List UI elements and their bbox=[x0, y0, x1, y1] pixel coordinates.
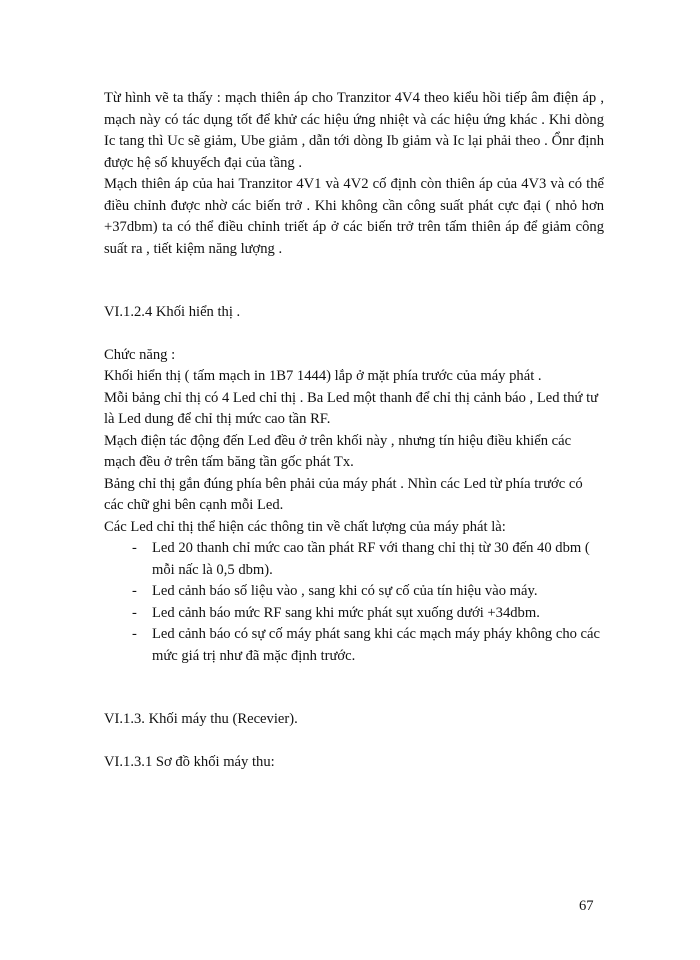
page-body bbox=[104, 88, 604, 773]
spacer bbox=[104, 324, 604, 345]
paragraph-bias-4v1-4v2: Mạch thiên áp của hai Tranzitor 4V1 và 4V2 cố định còn thiên áp của 4V3 và có thể điều chỉnh được nhờ các biến trở . Khi không cần công suất phát cực đại ( nhỏ hơn +37dbm) ta có thể điều chỉnh triết áp ở các biến trở trên tấm thiên áp để giảm công suất ra , tiết kiệm năng lượng . bbox=[104, 176, 604, 257]
function-line: Mỗi bảng chỉ thị có 4 Led chỉ thị . Ba Led một thanh để chỉ thị cảnh báo , Led thứ tư là Led dung để chỉ thị mức cao tần RF. bbox=[104, 389, 599, 427]
spacer bbox=[104, 731, 604, 752]
list-item: - Led cảnh báo có sự cố máy phát sang khi các mạch máy pháy không cho các mức giá trị như đã mặc định trước. bbox=[132, 624, 604, 667]
function-line: Khối hiển thị ( tấm mạch in 1B7 1444) lắp ở mặt phía trước của máy phát . bbox=[104, 368, 542, 384]
list-item: - Led cảnh báo mức RF sang khi mức phát sụt xuống dưới +34dbm. bbox=[132, 603, 604, 625]
list-item: - Led cảnh báo số liệu vào , sang khi có sự cố của tín hiệu vào máy. bbox=[132, 581, 604, 603]
heading-display-block: VI.1.2.4 Khối hiển thị . bbox=[104, 304, 241, 320]
led-list bbox=[104, 538, 604, 667]
function-label: Chức năng : bbox=[104, 346, 176, 363]
function-line: Bảng chỉ thị gắn đúng phía bên phải của máy phát . Nhìn các Led từ phía trước có các chữ ghi bên cạnh mỗi Led. bbox=[104, 475, 583, 513]
list-item: - Led 20 thanh chỉ mức cao tần phát RF với thang chỉ thị từ 30 đến 40 dbm ( mỗi nấc là 0,5 dbm). bbox=[132, 538, 604, 581]
paragraph-bias-4v4: Từ hình vẽ ta thấy : mạch thiên áp cho Tranzitor 4V4 theo kiểu hồi tiếp âm điện áp , mạch này có tác dụng tốt để khử các hiệu ứng nhiệt và các hiệu ứng khác . Khi dòng Ic tang thì Uc sẽ giảm, Ube giảm , dẫn tới dòng Ib giảm và Ic lại phải theo . Ổnr định được hệ số khuyếch đại của tầng . bbox=[104, 90, 604, 171]
page-number: 67 bbox=[579, 898, 594, 914]
spacer bbox=[104, 667, 604, 709]
spacer bbox=[104, 260, 604, 302]
heading-receiver: VI.1.3. Khối máy thu (Recevier). bbox=[104, 711, 298, 727]
heading-receiver-block-diagram: VI.1.3.1 Sơ đồ khối máy thu: bbox=[104, 753, 275, 770]
function-line: Mạch điện tác động đến Led đều ở trên khối này , nhưng tín hiệu điều khiển các mạch đều ở trên tấm băng tần gốc phát Tx. bbox=[104, 432, 572, 470]
function-line: Các Led chỉ thị thể hiện các thông tin về chất lượng của máy phát là: bbox=[104, 518, 506, 535]
